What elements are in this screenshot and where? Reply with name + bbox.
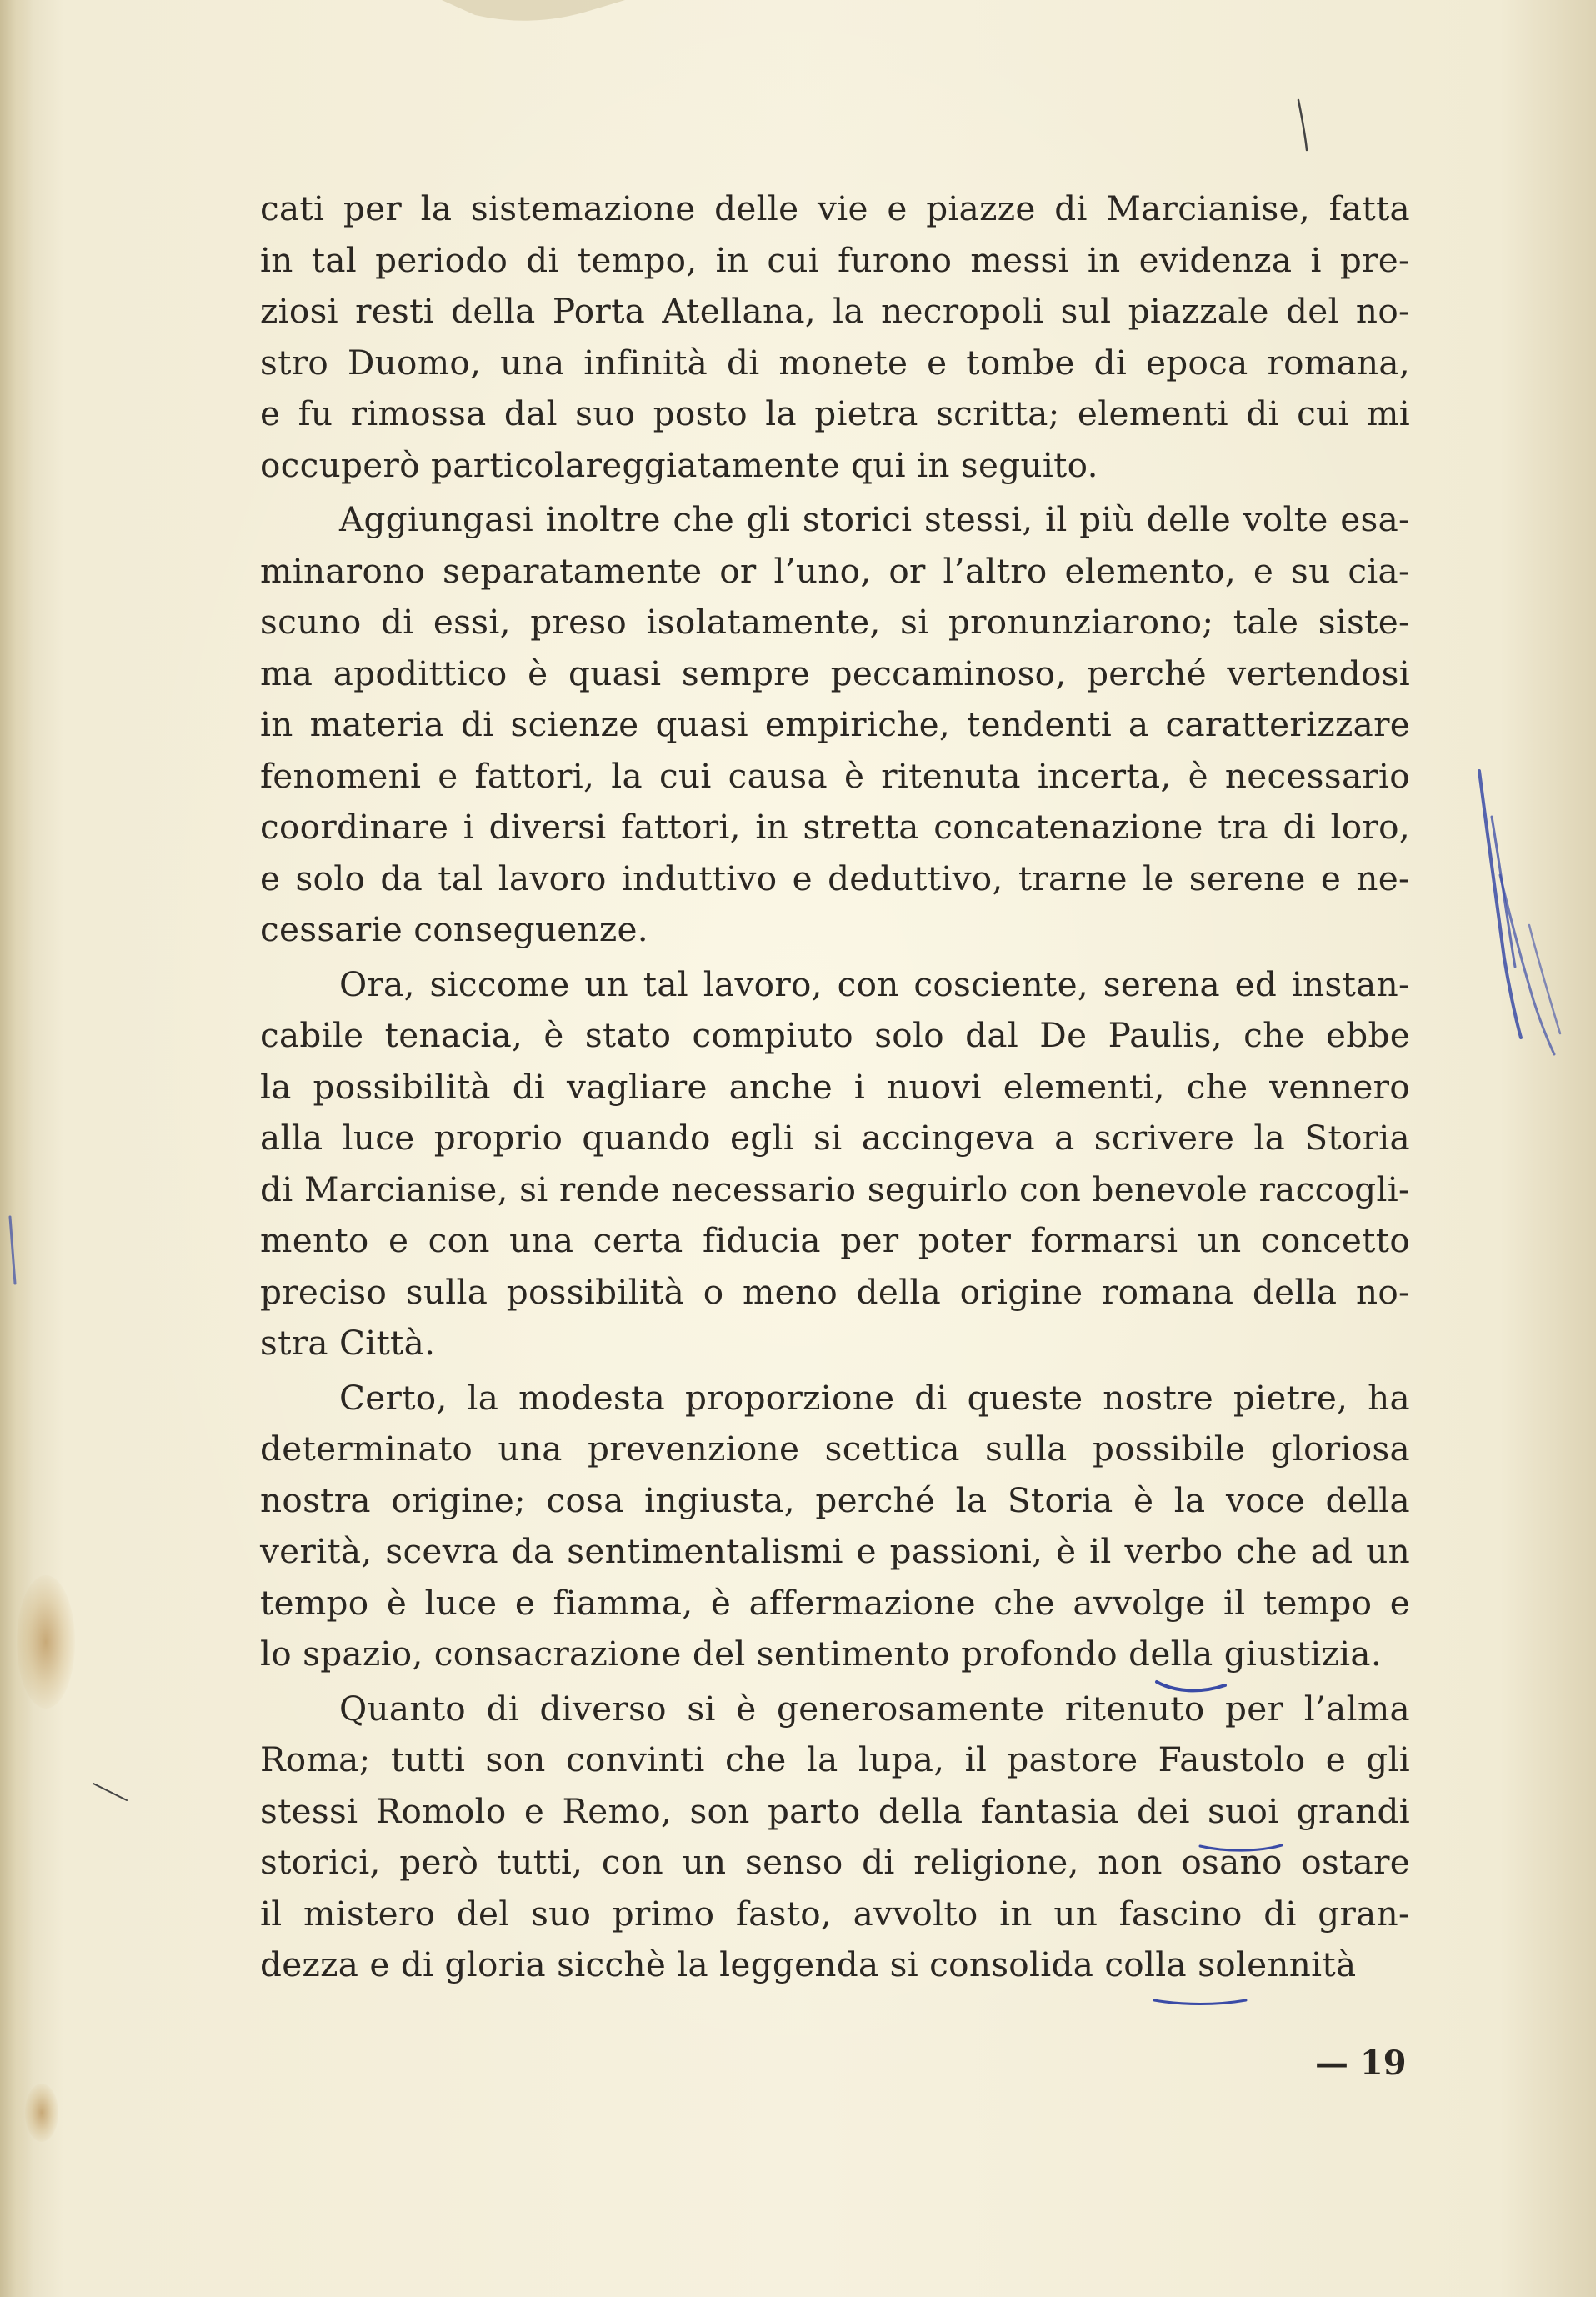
underline-colla [1154,2000,1246,2004]
text-line: il mistero del suo primo fasto, avvolto in un fascino di gran- [260,1893,1410,1934]
torn-top-edge [442,0,625,33]
text-line: dezza e di gloria sicchè la leggenda si consolida colla solennità [260,1944,1357,1984]
paragraph [260,183,1410,491]
pencil-mark [1298,100,1307,150]
text-line: cessarie conseguenze. [260,909,648,949]
text-line: nostra origine; cosa ingiusta, perché la Storia è la voce della [260,1479,1410,1520]
text-line: occuperò particolareggiatamente qui in seguito. [260,444,1098,485]
text-line: tempo è luce e fiamma, è affermazione che avvolge il tempo e [260,1582,1410,1623]
text-line: coordinare i diversi fattori, in stretta concatenazione tra di loro, [260,807,1410,847]
margin-pen-stroke [1529,925,1560,1033]
body-text [260,183,1410,1991]
text-line: in materia di scienze quasi empiriche, tendenti a caratterizzare [260,704,1410,744]
text-line: ziosi resti della Porta Atellana, la necropoli sul piazzale del no- [260,291,1410,331]
text-line: Roma; tutti son convinti che la lupa, il pastore Faustolo e gli [260,1739,1410,1779]
text-line: e solo da tal lavoro induttivo e deduttivo, trarne le serene e ne- [260,858,1410,898]
text-line: alla luce proprio quando egli si accingeva a scrivere la Storia [260,1118,1410,1158]
margin-pen-stroke [1479,771,1521,1038]
text-line: Aggiungasi inoltre che gli storici stessi, il più delle volte esa- [339,499,1410,539]
text-line: preciso sulla possibilità o meno della origine romana della no- [260,1271,1410,1312]
paragraph [260,1684,1410,1991]
text-line: la possibilità di vagliare anche i nuovi elementi, che vennero [260,1066,1410,1107]
text-line: determinato una prevenzione scettica sulla possibile gloriosa [260,1429,1410,1469]
text-line: di Marcianise, si rende necessario seguirlo con benevole raccogli- [260,1169,1410,1209]
text-line: cati per la sistemazione delle vie e piazze di Marcianise, fatta [260,188,1410,228]
text-line: Quanto di diverso si è generosamente ritenuto per l’alma [339,1688,1410,1729]
text-line: fenomeni e fattori, la cui causa è ritenuta incerta, è necessario [260,755,1410,796]
text-line: stro Duomo, una infinità di monete e tombe di epoca romana, [260,342,1410,383]
text-line: verità, scevra da sentimentalismi e passioni, è il verbo che ad un [260,1531,1410,1571]
text-line: stessi Romolo e Remo, son parto della fantasia dei suoi grandi [260,1790,1410,1831]
text-line: minarono separatamente or l’uno, or l’altro elemento, e su cia- [260,550,1410,591]
paragraph [260,494,1410,956]
text-line: in tal periodo di tempo, in cui furono messi in evidenza i pre- [260,239,1410,280]
text-line: lo spazio, consacrazione del sentimento profondo della giustizia. [260,1634,1383,1674]
page-number: — 19 [1315,2044,1407,2083]
text-line: Certo, la modesta proporzione di queste nostre pietre, ha [339,1377,1410,1418]
pencil-mark [93,1784,127,1800]
text-line: scuno di essi, preso isolatamente, si pronunziarono; tale siste- [260,602,1410,642]
paragraph [260,1373,1410,1680]
text-line: mento e con una certa fiducia per poter formarsi un concetto [260,1220,1410,1260]
water-stain [25,2084,58,2142]
paragraph [260,959,1410,1369]
text-line: stra Città. [260,1323,436,1363]
text-line: ma apodittico è quasi sempre peccaminoso, perché vertendosi [260,653,1410,693]
text-line: storici, però tutti, con un senso di religione, non osano ostare [260,1842,1410,1882]
text-line: Ora, siccome un tal lavoro, con cosciente, serena ed instan- [339,963,1410,1004]
text-line: cabile tenacia, è stato compiuto solo dal De Paulis, che ebbe [260,1015,1410,1055]
margin-pen-stroke [1492,817,1515,967]
page-edge-shadow [0,0,33,2297]
text-line: e fu rimossa dal suo posto la pietra scritta; elementi di cui mi [260,393,1410,433]
margin-pen-stroke [1500,875,1554,1054]
water-stain [17,1575,75,1709]
